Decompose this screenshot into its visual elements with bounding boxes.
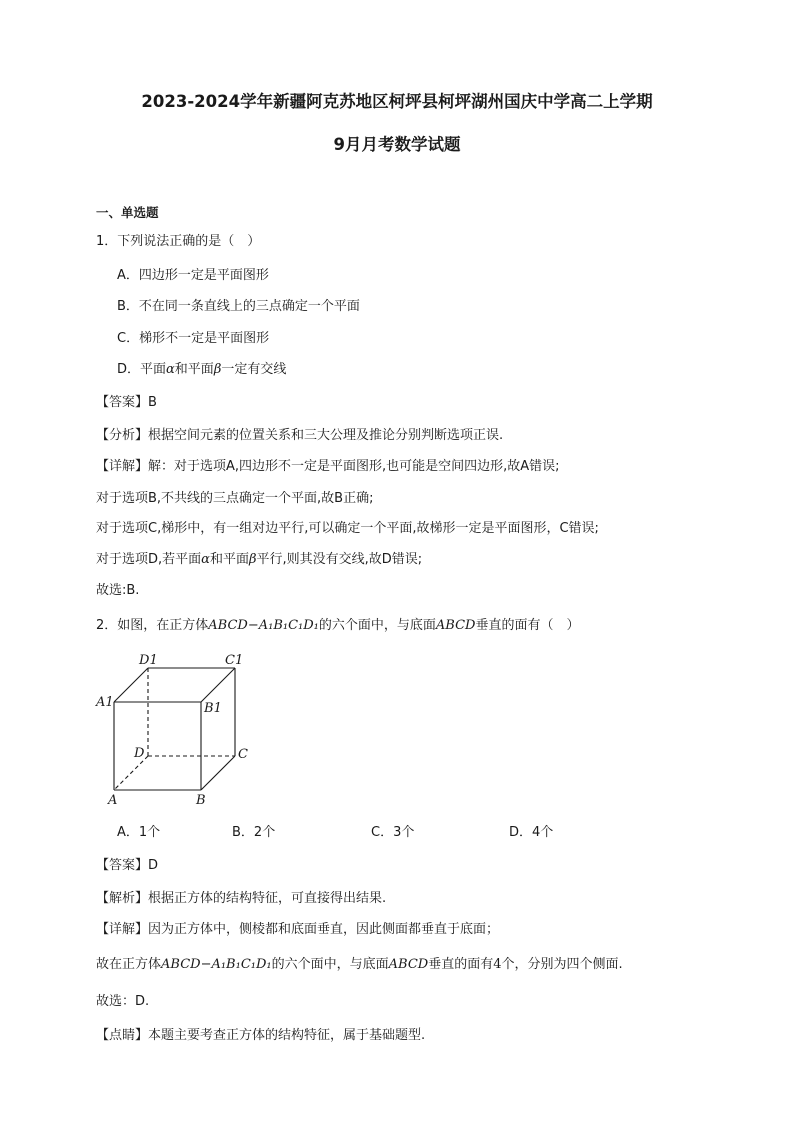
label-d: D xyxy=(134,746,145,761)
edge-a1d1 xyxy=(114,668,148,702)
section-heading: 一、单选题 xyxy=(96,205,159,220)
q1-answer: 【答案】B xyxy=(96,395,157,410)
q1-detail-4: 对于选项D,若平面α和平面β平行,则其没有交线,故D错误; xyxy=(96,552,423,567)
label-c: C xyxy=(238,747,248,762)
q2-detail-2: 故在正方体ABCD−A₁B₁C₁D₁的六个面中，与底面ABCD垂直的面有4个，分别为四个侧面. xyxy=(96,957,623,972)
label-d1: D1 xyxy=(139,653,158,668)
page-title-line-2: 9月月考数学试题 xyxy=(333,135,461,154)
q1-option-b: B．不在同一条直线上的三点确定一个平面 xyxy=(117,299,360,314)
q1-option-a: A．四边形一定是平面图形 xyxy=(117,268,269,283)
label-c1: C1 xyxy=(225,653,244,668)
edge-cb xyxy=(201,756,235,790)
q1-conclusion: 故选:B. xyxy=(96,583,140,598)
edge-da-hidden xyxy=(114,756,148,790)
q2-answer: 【答案】D xyxy=(96,858,159,873)
label-b1: B1 xyxy=(204,701,222,716)
cube-figure xyxy=(90,648,260,808)
q2-detail-1: 【详解】因为正方体中，侧棱都和底面垂直，因此侧面都垂直于底面； xyxy=(96,922,500,937)
edge-c1b1 xyxy=(201,668,235,702)
q2-option-d: D．4个 xyxy=(509,825,554,840)
q1-analysis: 【分析】根据空间元素的位置关系和三大公理及推论分别判断选项正误. xyxy=(96,428,504,443)
label-a: A xyxy=(108,793,118,808)
q2-option-a: A．1个 xyxy=(117,825,161,840)
q2-option-c: C．3个 xyxy=(371,825,415,840)
q2-option-b: B．2个 xyxy=(232,825,276,840)
q2-stem: 2．如图，在正方体ABCD−A₁B₁C₁D₁的六个面中，与底面ABCD垂直的面有（ ） xyxy=(96,618,580,633)
label-b: B xyxy=(196,793,206,808)
q1-detail-1: 【详解】解：对于选项A,四边形不一定是平面图形,也可能是空间四边形,故A错误; xyxy=(96,459,560,474)
q1-option-c: C．梯形不一定是平面图形 xyxy=(117,331,270,346)
q2-analysis: 【解析】根据正方体的结构特征，可直接得出结果. xyxy=(96,891,387,906)
q1-detail-2: 对于选项B,不共线的三点确定一个平面,故B正确; xyxy=(96,491,374,506)
q2-conclusion: 故选：D. xyxy=(96,994,150,1009)
label-a1: A1 xyxy=(96,695,114,710)
q1-detail-3: 对于选项C,梯形中，有一组对边平行,可以确定一个平面,故梯形一定是平面图形，C错误; xyxy=(96,521,599,536)
q2-comment: 【点睛】本题主要考查正方体的结构特征，属于基础题型. xyxy=(96,1028,426,1043)
q1-stem: 1．下列说法正确的是（ ） xyxy=(96,234,261,249)
q1-option-d: D．平面α和平面β一定有交线 xyxy=(117,362,287,377)
page-title-line-1: 2023-2024学年新疆阿克苏地区柯坪县柯坪湖州国庆中学高二上学期 xyxy=(141,92,653,111)
